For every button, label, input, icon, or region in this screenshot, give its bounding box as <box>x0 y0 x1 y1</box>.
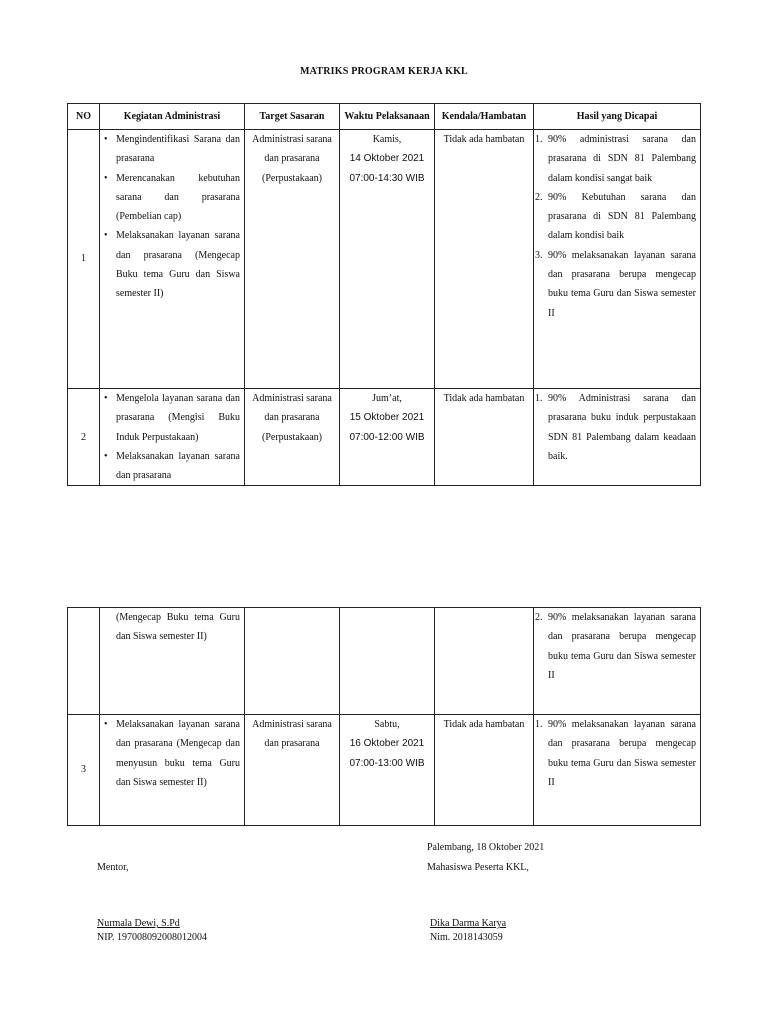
list-text: 90% melaksanakan layanan sarana dan prasarana berupa mengecap buku tema Guru dan Siswa semester II <box>548 719 696 788</box>
table-row <box>68 715 701 826</box>
mentor-name: Nurmala Dewi, S.Pd <box>97 918 180 929</box>
header-target: Target Sasaran <box>245 104 340 130</box>
waktu-day: Kamis, <box>372 134 402 145</box>
list-text: 90% melaksanakan layanan sarana dan prasarana berupa mengecap buku tema Guru dan Siswa semester II <box>548 612 696 681</box>
table-row <box>68 608 701 715</box>
kegiatan-cell <box>100 715 245 826</box>
list-item <box>535 246 696 323</box>
kegiatan-cell <box>100 130 245 389</box>
header-kendala: Kendala/Hambatan <box>435 104 534 130</box>
row-number <box>68 608 100 715</box>
waktu-time: 07:00-13:00 WIB <box>349 757 425 769</box>
table-row <box>68 389 701 486</box>
waktu-date: 14 Oktober 2021 <box>349 153 425 165</box>
waktu-day: Jum’at, <box>372 393 402 404</box>
hasil-cell <box>534 389 701 486</box>
student-name: Dika Darma Karya <box>430 918 507 929</box>
list-number: 2. <box>535 191 543 203</box>
table-row <box>68 130 701 389</box>
program-table <box>67 103 701 486</box>
mentor-id: NIP. 197008092008012004 <box>97 932 208 943</box>
row-number: 1 <box>68 130 100 389</box>
target-text: Administrasi sarana dan prasarana <box>252 719 332 750</box>
kendala-cell: Tidak ada hambatan <box>435 715 534 826</box>
continued-text: (Mengecap Buku tema Guru dan Siswa semester II) <box>116 612 240 643</box>
waktu-date: 15 Oktober 2021 <box>349 412 425 424</box>
list-item: • Melaksanakan layanan sarana dan prasarana (Mengecap dan menyusun buku tema Guru dan Siswa semester II) <box>116 715 240 792</box>
student-id: Nim. 2018143059 <box>430 932 503 943</box>
kegiatan-cell <box>100 389 245 486</box>
waktu-date: 16 Oktober 2021 <box>349 738 425 750</box>
target-cell <box>245 130 340 389</box>
program-table-continued <box>67 607 701 826</box>
hasil-cell <box>534 715 701 826</box>
list-item <box>535 389 696 466</box>
target-text: Administrasi sarana dan prasarana (Perpustakaan) <box>252 134 332 184</box>
waktu-time: 07:00-14:30 WIB <box>349 172 425 184</box>
list-item <box>535 715 696 792</box>
header-no: NO <box>68 104 100 130</box>
list-item: • Merencanakan kebutuhan sarana dan prasarana (Pembelian cap) <box>116 169 240 227</box>
list-text: 90% Administrasi sarana dan prasarana buku induk perpustakaan SDN 81 Palembang dalam keadaan baik. <box>548 393 696 462</box>
list-text: 90% Kebutuhan sarana dan prasarana di SDN 81 Palembang dalam kondisi baik <box>548 191 696 242</box>
list-number: 3. <box>535 249 543 261</box>
list-number: 2. <box>535 612 543 623</box>
list-text: 90% melaksanakan layanan sarana dan prasarana berupa mengecap buku tema Guru dan Siswa semester II <box>548 249 696 319</box>
list-item: • Mengindentifikasi Sarana dan prasarana <box>116 130 240 169</box>
kegiatan-cell <box>100 608 245 715</box>
hasil-cell <box>534 608 701 715</box>
row-number: 3 <box>68 715 100 826</box>
kendala-cell <box>435 608 534 715</box>
list-number: 1. <box>535 393 543 404</box>
row-number: 2 <box>68 389 100 486</box>
kendala-cell: Tidak ada hambatan <box>435 130 534 389</box>
header-hasil: Hasil yang Dicapai <box>534 104 701 130</box>
list-number: 1. <box>535 134 543 145</box>
waktu-cell <box>340 715 435 826</box>
student-label: Mahasiswa Peserta KKL, <box>427 862 529 873</box>
list-item: • Melaksanakan layanan sarana dan prasarana <box>116 447 240 486</box>
list-item <box>535 608 696 685</box>
hasil-cell <box>534 130 701 389</box>
waktu-cell <box>340 608 435 715</box>
waktu-cell <box>340 130 435 389</box>
header-waktu: Waktu Pelaksanaan <box>340 104 435 130</box>
mentor-label: Mentor, <box>97 862 129 873</box>
target-cell <box>245 389 340 486</box>
waktu-cell <box>340 389 435 486</box>
list-item: • Mengelola layanan sarana dan prasarana (Mengisi Buku Induk Perpustakaan) <box>116 389 240 447</box>
target-cell <box>245 608 340 715</box>
target-cell <box>245 715 340 826</box>
waktu-time: 07:00-12:00 WIB <box>349 431 425 443</box>
header-kegiatan: Kegiatan Administrasi <box>100 104 245 130</box>
list-item: • Melaksanakan layanan sarana dan prasarana (Mengecap Buku tema Guru dan Siswa semester II) <box>116 226 240 303</box>
list-item <box>535 188 696 246</box>
table-header-row <box>68 104 701 130</box>
list-text: 90% administrasi sarana dan prasarana di SDN 81 Palembang dalam kondisi sangat baik <box>548 134 696 184</box>
kendala-cell: Tidak ada hambatan <box>435 389 534 486</box>
waktu-day: Sabtu, <box>374 719 400 730</box>
document-title: MATRIKS PROGRAM KERJA KKL <box>300 66 468 77</box>
target-text: Administrasi sarana dan prasarana (Perpustakaan) <box>252 393 332 443</box>
list-item <box>535 130 696 188</box>
list-number: 1. <box>535 719 543 730</box>
place-date: Palembang, 18 Oktober 2021 <box>427 842 545 853</box>
